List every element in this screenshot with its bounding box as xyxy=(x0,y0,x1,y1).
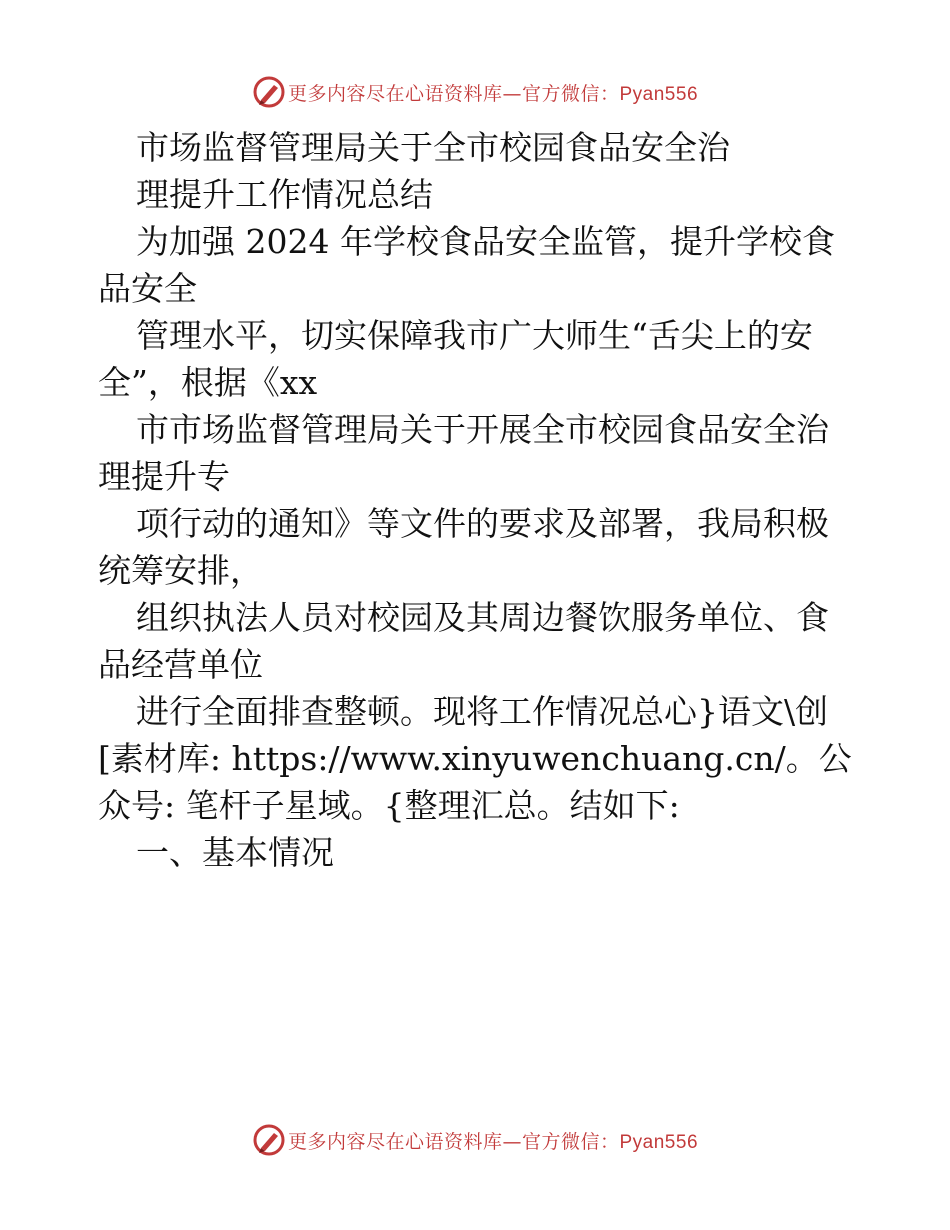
paragraph-line: 管理水平，切实保障我市广大师生“舌尖上的安 xyxy=(136,316,813,355)
paragraph-line: 品安全 xyxy=(98,269,197,308)
header-watermark xyxy=(0,72,950,112)
paragraph-line: 众号: 笔杆子星域。{整理汇总。结如下: xyxy=(98,786,680,825)
watermark-text: 更多内容尽在心语资料库—官方微信：Pyan556 xyxy=(287,82,699,105)
paragraph-line: 统筹安排， xyxy=(98,551,263,590)
paragraph-line: 全”，根据《xx xyxy=(98,363,318,402)
paragraph-line: 市市场监督管理局关于开展全市校园食品安全治 xyxy=(136,410,829,449)
paragraph-line: 进行全面排查整顿。现将工作情况总心}语文\创 xyxy=(136,692,829,731)
paragraph-line: [素材库: https://www.xinyuwenchuang.cn/。公 xyxy=(98,739,852,778)
paragraph-line: 组织执法人员对校园及其周边餐饮服务单位、食 xyxy=(136,598,829,637)
document-body xyxy=(98,124,858,876)
watermark-text: 更多内容尽在心语资料库—官方微信：Pyan556 xyxy=(287,1130,699,1153)
title-line-2: 理提升工作情况总结 xyxy=(136,175,433,214)
section-heading: 一、基本情况 xyxy=(136,833,334,872)
paragraph-line: 品经营单位 xyxy=(98,645,263,684)
footer-watermark xyxy=(0,1120,950,1160)
pen-seal-icon xyxy=(252,75,286,109)
paragraph-line: 为加强 2024 年学校食品安全监管，提升学校食 xyxy=(136,222,835,261)
pen-seal-icon xyxy=(252,1123,286,1157)
paragraph-line: 项行动的通知》等文件的要求及部署，我局积极 xyxy=(136,504,829,543)
paragraph-line: 理提升专 xyxy=(98,457,230,496)
title-line-1: 市场监督管理局关于全市校园食品安全治 xyxy=(136,128,730,167)
